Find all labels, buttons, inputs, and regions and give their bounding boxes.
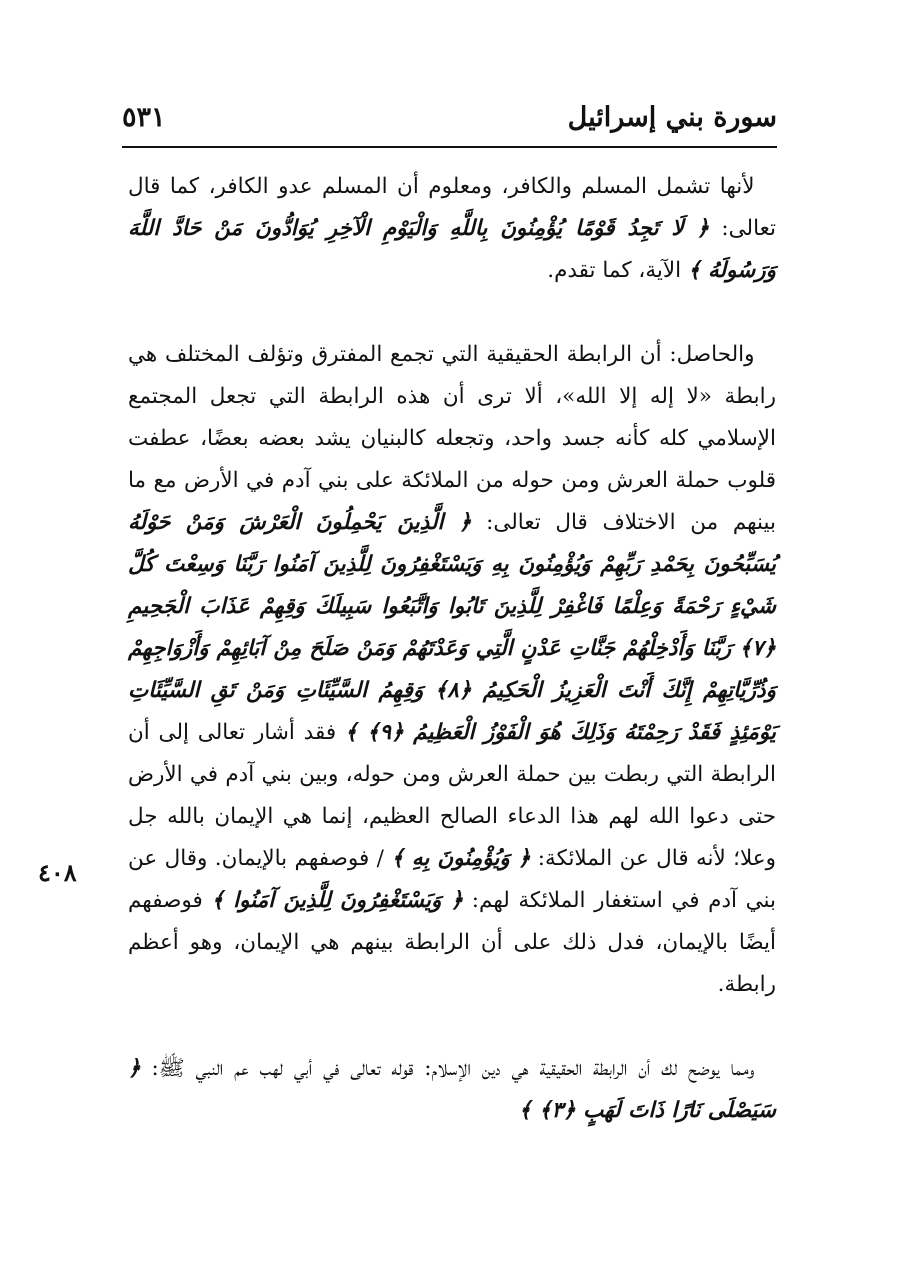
quran-verse-5: ﴿ سَيَصْلَى نَارًا ذَاتَ لَهَبٍ ﴿٣﴾ ﴾ <box>128 1056 776 1123</box>
paragraph-1-text-a: لأنها تشمل المسلم والكافر، ومعلوم أن المسلم عدو الكافر، كما قال تعالى: <box>128 174 776 241</box>
quran-verse-1: ﴿ لَا تَجِدُ قَوْمًا يُؤْمِنُونَ بِاللَّهِ وَالْيَوْمِ الْآخِرِ يُوَادُّونَ مَنْ حَادَّ اللَّهَ وَرَسُولَهُ ﴾ <box>128 216 776 283</box>
running-title: سورة بني إسرائيل <box>567 102 777 133</box>
page-header <box>122 96 777 140</box>
paragraph-1 <box>128 166 776 292</box>
header-divider <box>122 146 777 148</box>
quran-verse-2: ﴿ الَّذِينَ يَحْمِلُونَ الْعَرْشَ وَمَنْ حَوْلَهُ يُسَبِّحُونَ بِحَمْدِ رَبِّهِمْ وَيُؤْمِنُونَ بِهِ وَيَسْتَغْفِرُونَ لِلَّذِينَ آمَنُوا رَبَّنَا وَسِعْتَ كُلَّ شَيْءٍ رَحْمَةً وَعِلْمًا فَاغْفِرْ لِلَّذِينَ تَابُوا وَاتَّبَعُوا سَبِيلَكَ وَقِهِمْ عَذَابَ الْجَحِيمِ ﴿٧﴾ رَبَّنَا وَأَدْخِلْهُمْ جَنَّاتِ عَدْنٍ الَّتِي وَعَدْتَهُمْ وَمَنْ صَلَحَ مِنْ آبَائِهِمْ وَأَزْوَاجِهِمْ وَذُرِّيَّاتِهِمْ إِنَّكَ أَنْتَ الْعَزِيزُ الْحَكِيمُ ﴿٨﴾ وَقِهِمُ السَّيِّئَاتِ وَمَنْ تَقِ السَّيِّئَاتِ يَوْمَئِذٍ فَقَدْ رَحِمْتَهُ وَذَلِكَ هُوَ الْفَوْزُ الْعَظِيمُ ﴿٩﴾ ﴾ <box>128 510 776 745</box>
paragraph-2-text-d: فوصفهم أيضًا بالإيمان، فدل ذلك على أن الرابطة بينهم هي الإيمان، وهو أعظم رابطة. <box>128 888 776 997</box>
margin-page-reference: ٤٠٨ <box>38 858 77 887</box>
paragraph-gap <box>128 1006 776 1048</box>
paragraph-1-text-b: الآية، كما تقدم. <box>547 258 688 283</box>
paragraph-3-text-a: ومما يوضح لك أن الرابطة الحقيقية هي دين الإسلام: قوله تعالى في أبي لهب عم النبي ﷺ: <box>140 1056 755 1081</box>
paragraph-2-text-a: والحاصل: أن الرابطة الحقيقية التي تجمع المفترق وتؤلف المختلف هي رابطة «لا إله إلا الله»، ألا ترى أن هذه الرابطة التي تجعل المجتمع الإسلامي كله كأنه جسد واحد، وتجعله كالبنيان يشد بعضه بعضًا، عطفت قلوب حملة العرش ومن حوله من الملائكة على بني آدم في الأرض مع ما بينهم من الاختلاف قال تعالى: <box>128 342 777 535</box>
paragraph-2 <box>128 334 776 1006</box>
paragraph-2-text-c: / فوصفهم بالإيمان. وقال عن بني آدم في استغفار الملائكة لهم: <box>128 846 776 913</box>
quran-verse-3: ﴿ وَيُؤْمِنُونَ بِهِ ﴾ <box>391 846 531 871</box>
paragraph-gap <box>128 292 776 334</box>
paragraph-2-text-b: فقد أشار تعالى إلى أن الرابطة التي ربطت بين حملة العرش ومن حوله، وبين بني آدم في الأرض حتى دعوا الله لهم هذا الدعاء الصالح العظيم، إنما هي الإيمان بالله جل وعلا؛ لأنه قال عن الملائكة: <box>128 720 776 871</box>
paragraph-3 <box>128 1048 776 1132</box>
page-body <box>128 166 776 1132</box>
quran-verse-4: ﴿ وَيَسْتَغْفِرُونَ لِلَّذِينَ آمَنُوا ﴾ <box>211 888 464 913</box>
page-number: ٥٣١ <box>122 102 166 133</box>
